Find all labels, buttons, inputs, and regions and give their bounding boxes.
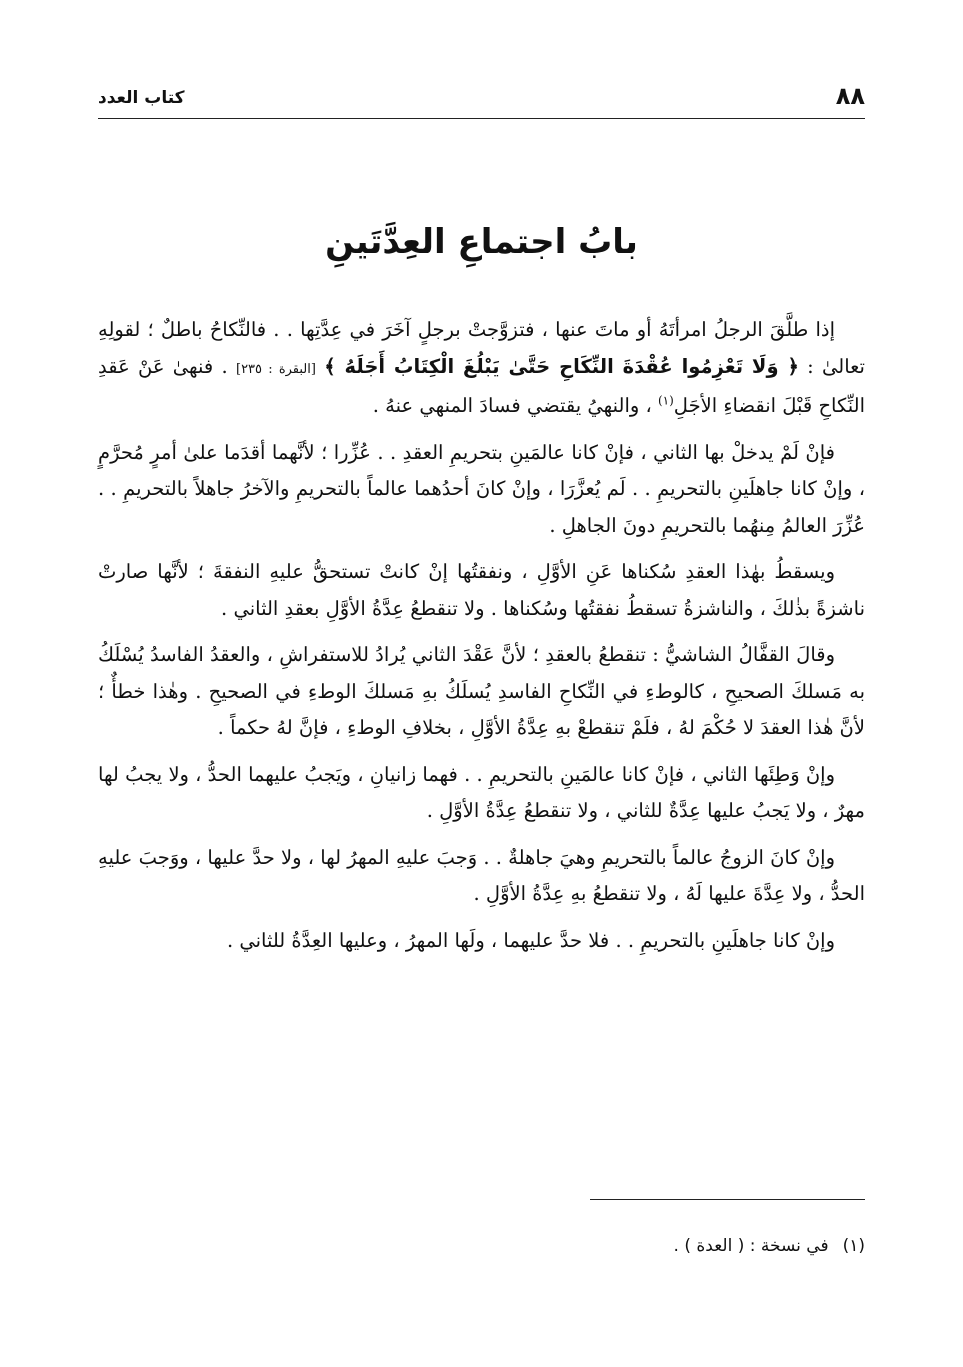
footnote-text: في نسخة : ( العدة ) . xyxy=(673,1236,829,1256)
paragraph-6: وإنْ كانَ الزوجُ عالماً بالتحريمِ وهيَ جاهلةٌ . . وَجبَ عليهِ المهرُ لها ، ولا حدَّ عليها ، ووَجبَ عليهِ الحدُّ ، ولا عِدَّةَ عليها لَهُ ، ولا تنقطعُ بهِ عِدَّةُ الأوَّلِ . xyxy=(98,845,865,905)
verse-reference: [البقرة : ٢٣٥] xyxy=(235,361,316,377)
paragraph-2: فإنْ لَمْ يدخلْ بها الثاني ، فإنْ كانا عالمَينِ بتحريمِ العقدِ . . عُزِّرا ؛ لأنَّهما أقدَما علىٰ أمرٍ مُحرَّمٍ ، وإنْ كانا جاهلَينِ بالتحريمِ . . لَم يُعزَّرَا ، وإنْ كانَ أحدُهما عالماً بالتحريمِ والآخرُ جاهلاً بالتحريمِ . . عُزِّرَ العالمُ مِنهُما بالتحريمِ دونَ الجاهلِ . xyxy=(98,440,865,537)
paragraph-text: . فنهىٰ عَنْ عَقدِ النِّكاحِ قَبْلَ انقضاءِ الأجَلِ xyxy=(98,354,865,417)
quran-verse: ﴿ وَلَا تَعْزِمُوا عُقْدَةَ النِّكَاحِ حَتَّىٰ يَبْلُغَ الْكِتَابُ أَجَلَهُ ﴾ xyxy=(324,354,799,378)
paragraph-1 xyxy=(98,312,865,425)
paragraph-4: وقالَ القفَّالُ الشاشيُّ : تنقطعُ بالعقدِ ؛ لأنَّ عَقْدَ الثاني يُرادُ للاستفراشِ ، والعقدُ الفاسدُ يُسْلَكُ به مَسلكَ الصحيحِ ، كالوطءِ في النِّكاحِ الفاسدِ يُسلَكُ بهِ مَسلكَ الوطءِ في الصحيحِ . وهٰذا خطأٌ ؛ لأنَّ هٰذا العقدَ لا حُكْمَ لهُ ، فلَمْ تنقطعْ بهِ عِدَّةُ الأوَّلِ ، بخلافِ الوطءِ ، فإنَّ لهُ حكماً . xyxy=(98,643,865,739)
running-header xyxy=(98,82,865,112)
footnote-divider xyxy=(590,1199,865,1200)
header-divider xyxy=(98,118,865,119)
body-text xyxy=(98,312,865,969)
paragraph-text: ، والنهيُ يقتضي فسادَ المنهي عنهُ . xyxy=(372,394,658,417)
footnote-marker: (١) xyxy=(657,393,674,408)
footnote-number: (١) xyxy=(842,1236,865,1256)
book-title: كتاب العدد xyxy=(98,88,185,108)
paragraph-text: إذا طلَّقَ الرجلُ امرأتَهُ أو ماتَ عنها ، فتزوَّجتْ برجلٍ آخَرَ في عِدَّتِها . . فالنِّكاحُ باطلٌ ؛ لقولِهِ تعالىٰ : xyxy=(98,318,865,378)
paragraph-7: وإنْ كانا جاهلَينِ بالتحريمِ . . فلا حدَّ عليهما ، ولَها المهرُ ، وعليها العِدَّةُ للثاني . xyxy=(226,928,835,952)
footnote xyxy=(98,1236,865,1256)
page-number: ٨٨ xyxy=(835,82,865,110)
paragraph-3: ويسقطُ بهٰذا العقدِ سُكناها عَنِ الأوَّلِ ، ونفقتُها إنْ كانتْ تستحقُّ عليهِ النفقةَ ؛ لأنَّها صارتْ ناشزةً بذٰلكَ ، والناشزةُ تسقطُ نفقتُها وسُكناها . ولا تنقطعُ عِدَّةُ الأوَّلِ بعقدِ الثاني . xyxy=(98,560,865,620)
paragraph-5: وإنْ وَطِئَها الثاني ، فإنْ كانا عالمَينِ بالتحريمِ . . فهما زانيانِ ، ويَجبُ عليهما الحدُّ ، ولا يجبُ لها مهرٌ ، ولا يَجبُ عليها عِدَّةٌ للثاني ، ولا تنقطعُ عِدَّةُ الأوَّلِ . xyxy=(98,762,865,822)
chapter-title: بابُ اجتماعِ العِدَّتَينِ xyxy=(325,222,638,262)
